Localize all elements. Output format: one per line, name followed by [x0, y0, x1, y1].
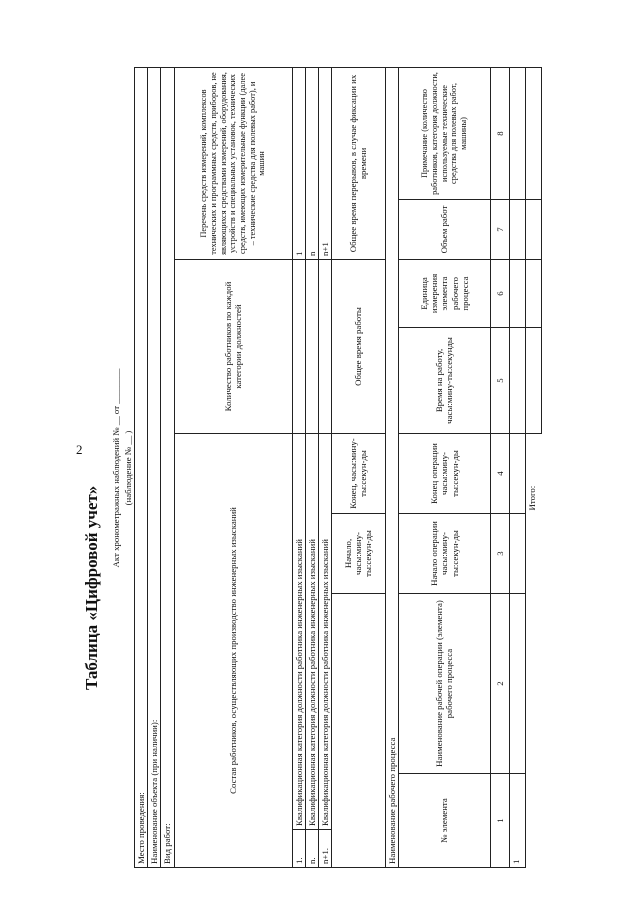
staff-count-label: Количество работников по каждой категории должностей	[174, 260, 292, 434]
column-number: 7	[490, 200, 509, 260]
column-number: 1	[490, 774, 509, 868]
staff-row	[292, 68, 305, 868]
total-time-label: Общее время работы	[331, 260, 385, 434]
unit-header: Единица измерения элемента рабочего процесса	[398, 260, 490, 328]
volume-header: Объем работ	[398, 200, 490, 260]
note-header: Примечание (количество работников, категория должности, используемые технические средства для полевых работ, машины)	[398, 68, 490, 200]
operation-name-header: Наименование рабочей операции (элемента) рабочего процесса	[398, 594, 490, 774]
data-row	[509, 68, 525, 868]
breaks-label: Общее время перерывов, в случае фиксации их времени	[331, 68, 385, 260]
act-header	[110, 68, 134, 868]
field-label: Наименование объекта (при наличии):	[149, 719, 160, 864]
total-label: Итого:	[525, 434, 541, 514]
op-end-header: Конец операции часы:мину-ты:секун-ды	[398, 434, 490, 514]
column-number: 2	[490, 594, 509, 774]
op-start-header: Начало операции часы:мину-ты:секун-ды	[398, 514, 490, 594]
field-row	[135, 68, 148, 868]
staff-row-number: 1.	[292, 830, 305, 868]
staff-row-number: n.	[305, 830, 318, 868]
staff-composition-label: Состав работников, осуществляющих производство инженерных изысканий	[174, 434, 292, 868]
total-row	[525, 68, 541, 868]
staff-row	[318, 68, 331, 868]
form-table	[134, 67, 542, 868]
staff-row-number: n+1.	[318, 830, 331, 868]
process-name-row	[385, 68, 398, 868]
process-end-label: Конец, часы:мину-ты:секун-ды	[331, 434, 385, 514]
staff-row	[305, 68, 318, 868]
column-number: 6	[490, 260, 509, 328]
column-number: 3	[490, 514, 509, 594]
field-label: Место проведения:	[136, 792, 147, 864]
work-time-header: Время на работу, часы:мину-ты:секунды	[398, 328, 490, 434]
column-number: 5	[490, 328, 509, 434]
process-start-label: Начало, часы:мину-ты:секун-ды	[331, 514, 385, 594]
page-number: 2	[76, 442, 83, 457]
staff-row-text: Квалификационная категория должности работника инженерных изысканий	[292, 434, 305, 830]
field-label: Вид работ:	[162, 823, 173, 864]
staff-row-text: Квалификационная категория должности работника инженерных изысканий	[305, 434, 318, 830]
column-header-row	[398, 68, 490, 868]
equipment-row-number: n	[305, 68, 318, 260]
data-row-number: 1	[509, 774, 525, 868]
column-number: 8	[490, 68, 509, 200]
element-no-header: № элемента	[398, 774, 490, 868]
process-row	[331, 68, 385, 868]
process-name-label: Наименование рабочего процесса	[385, 68, 398, 868]
staff-header-row	[174, 68, 292, 868]
column-number-row	[490, 68, 509, 868]
field-row	[161, 68, 174, 868]
equipment-row-number: 1	[292, 68, 305, 260]
field-row	[148, 68, 161, 868]
act-line: Акт хронометражных наблюдений № __ от ________	[111, 368, 121, 568]
staff-row-text: Квалификационная категория должности работника инженерных изысканий	[318, 434, 331, 830]
column-number: 4	[490, 434, 509, 514]
rotated-form	[110, 68, 537, 868]
equipment-label: Перечень средств измерений, комплексов технических и программных средств, приборов, не являющихся средствами измерений, оборудования, устройств и специальных установок, технических средств, имеющих измерительные функции (далее – технические средства для полевых работ), и машин	[174, 68, 292, 260]
act-sub: (наблюдение № __ )	[123, 430, 134, 506]
equipment-row-number: n+1	[318, 68, 331, 260]
page-title: Таблица «Цифровой учет»	[82, 485, 101, 690]
